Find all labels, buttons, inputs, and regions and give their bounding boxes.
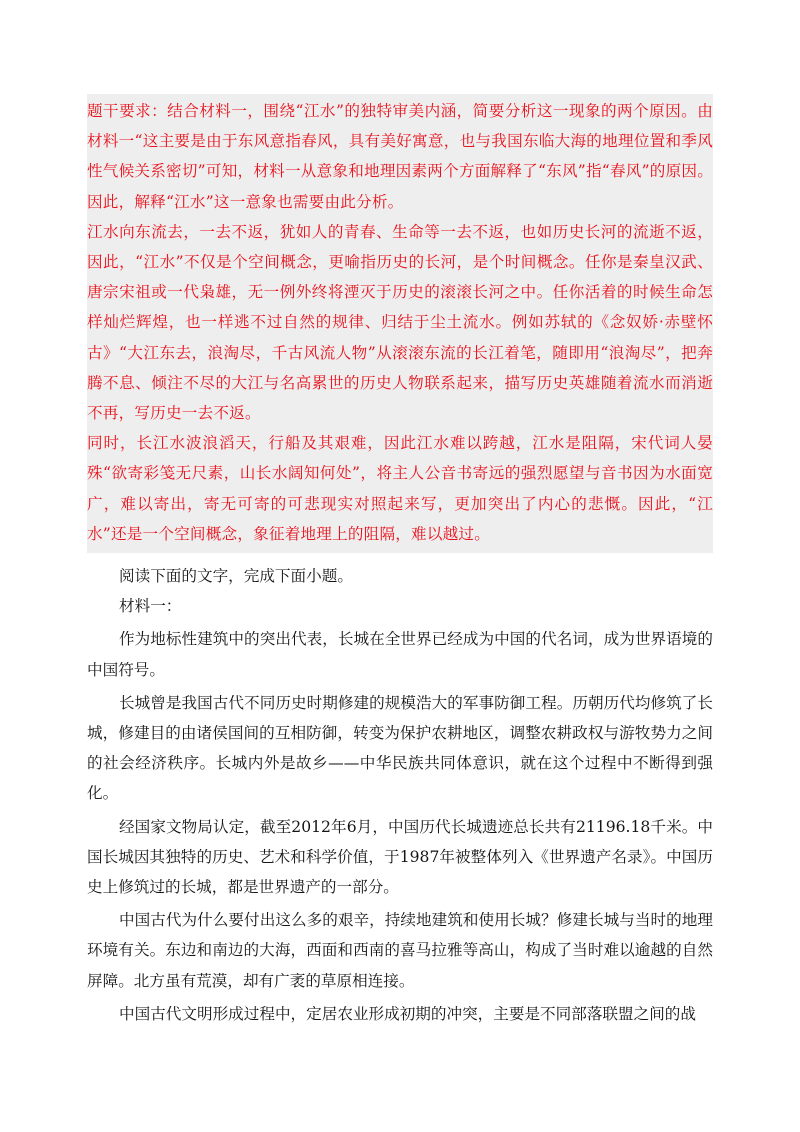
answer-paragraph-requirement: 题干要求：结合材料一，围绕“江水”的独特审美内涵，简要分析这一现象的两个原因。由材料一“这主要是由于东风意指春风，具有美好寓意，也与我国东临大海的地理位置和季风性气候关系密切”可知，材料一从意象和地理因素两个方面解释了“东风”指“春风”的原因。因此，解释“江水”这一意象也需要由此分析。 (87, 102, 713, 211)
material-paragraph: 经国家文物局认定，截至2012年6月，中国历代长城遗迹总长共有21196.18千米。中国长城因其独特的历史、艺术和科学价值，于1987年被整体列入《世界遗产名录》。中国历史上修筑过的长城，都是世界遗产的一部分。 (87, 817, 713, 897)
material-paragraph: 作为地标性建筑中的突出代表，长城在全世界已经成为中国的代名词，成为世界语境的中国符号。 (87, 630, 713, 679)
answer-analysis-block (87, 94, 713, 553)
reading-instruction: 阅读下面的文字，完成下面小题。 (119, 567, 353, 586)
answer-paragraph-time-concept: 江水向东流去，一去不返，犹如人的青春、生命等一去不返，也如历史长河的流逝不返，因此，“江水”不仅是个空间概念，更喻指历史的长河，是个时间概念。任你是秦皇汉武、唐宗宋祖或一代枭雄，无一例外终将湮灭于历史的滚滚长河之中。任你活着的时候生命怎样灿烂辉煌，也一样逃不过自然的规律、归结于尘土流水。例如苏轼的《念奴娇·赤壁怀古》“大江东去，浪淘尽，千古风流人物”从滚滚东流的长江着笔，随即用“浪淘尽”，把奔腾不息、倾注不尽的大江与名高累世的历史人物联系起来，描写历史英雄随着流水而消逝不再，写历史一去不返。 (87, 222, 713, 423)
reading-material (87, 561, 713, 1029)
material-paragraph: 长城曾是我国古代不同历史时期修建的规模浩大的军事防御工程。历朝历代均修筑了长城，修建目的由诸侯国间的互相防御，转变为保护农耕地区，调整农耕政权与游牧势力之间的社会经济秩序。长城内外是故乡——中华民族共同体意识，就在这个过程中不断得到强化。 (87, 693, 713, 803)
document-page (87, 94, 713, 1029)
material-paragraph: 中国古代为什么要付出这么多的艰辛，持续地建筑和使用长城？修建长城与当时的地理环境有关。东边和南边的大海，西面和西南的喜马拉雅等高山，构成了当时难以逾越的自然屏障。北方虽有荒漠，却有广袤的草原相连接。 (87, 911, 713, 990)
answer-paragraph-space-concept: 同时，长江水波浪滔天，行船及其艰难，因此江水难以跨越，江水是阻隔，宋代词人晏殊“欲寄彩笺无尺素，山长水阔知何处”，将主人公音书寄远的强烈愿望与音书因为水面宽广，难以寄出，寄无可寄的可悲现实对照起来写，更加突出了内心的悲慨。因此，“江水”还是一个空间概念，象征着地理上的阻隔，难以越过。 (87, 434, 713, 543)
material-paragraph: 中国古代文明形成过程中，定居农业形成初期的冲突，主要是不同部落联盟之间的战 (119, 1004, 696, 1023)
material-label: 材料一： (119, 597, 182, 616)
